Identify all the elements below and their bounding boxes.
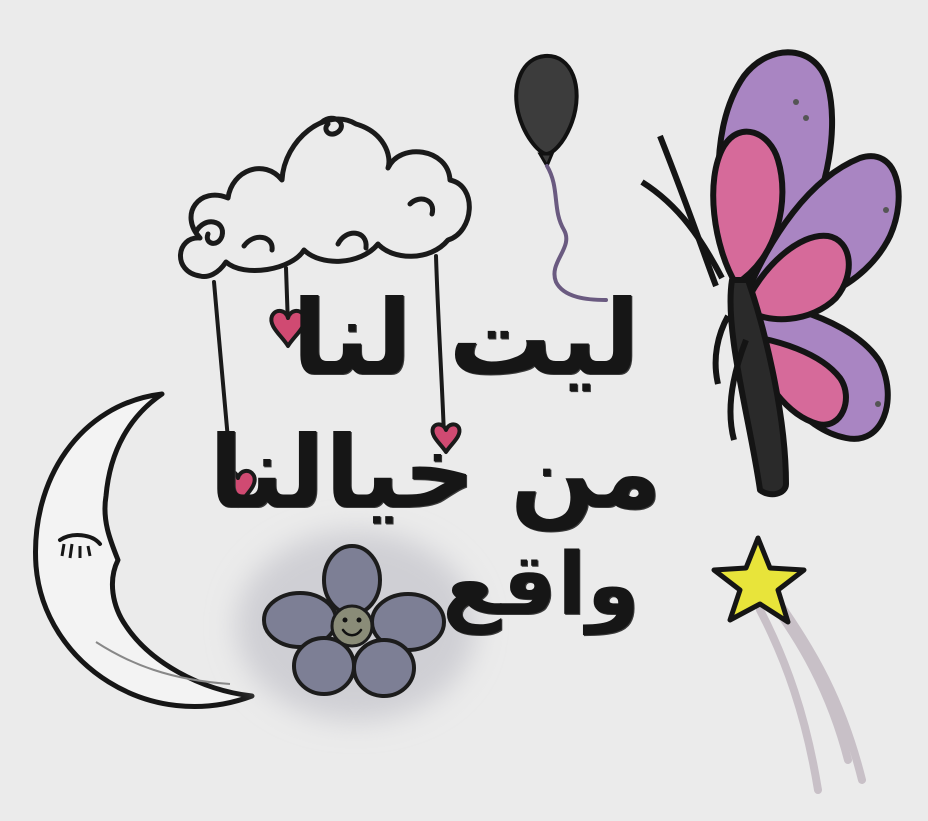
quote-line-2: من خيالنا bbox=[208, 414, 662, 531]
star-icon bbox=[714, 538, 862, 790]
quote-line-3: واقع bbox=[442, 535, 640, 635]
quote-line-1: ليت لنا bbox=[291, 277, 640, 399]
cloud-icon bbox=[180, 118, 469, 276]
flower-icon bbox=[236, 531, 476, 721]
balloon-icon bbox=[516, 56, 606, 300]
butterfly-icon bbox=[642, 52, 899, 494]
